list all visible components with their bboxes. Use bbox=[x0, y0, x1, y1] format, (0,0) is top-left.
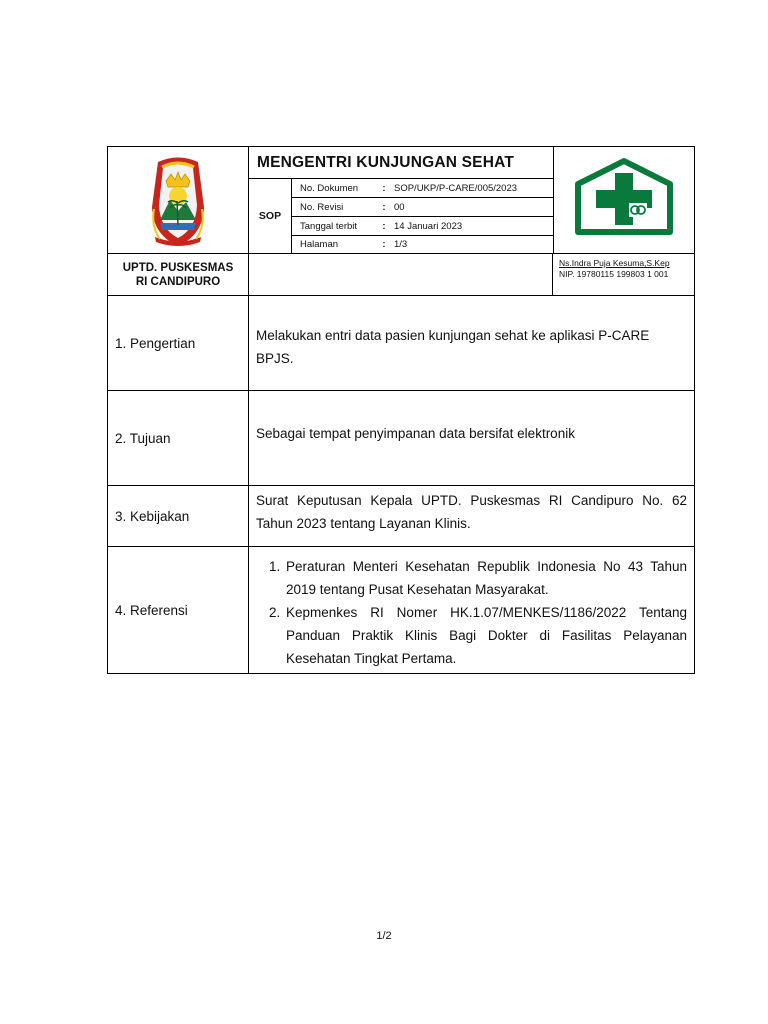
signatory-name: Ns.Indra Puja Kesuma,S.Kep bbox=[559, 258, 670, 268]
signatory-block bbox=[553, 254, 694, 296]
sop-label: SOP bbox=[249, 179, 292, 254]
meta-row-page bbox=[292, 236, 553, 254]
meta-key: No. Dokumen bbox=[300, 182, 359, 194]
document-title: MENGENTRI KUNJUNGAN SEHAT bbox=[249, 147, 553, 179]
meta-row-revision bbox=[292, 198, 553, 217]
meta-row-document-number bbox=[292, 179, 553, 198]
section-label: 3. Kebijakan bbox=[108, 486, 249, 546]
meta-key: Halaman bbox=[300, 239, 339, 250]
document-header bbox=[107, 146, 695, 296]
signatory-nip: NIP. 19780115 199803 1 001 bbox=[559, 269, 669, 279]
page-number: 1/2 bbox=[376, 930, 392, 942]
meta-value: 1/3 bbox=[394, 239, 408, 250]
regional-seal-icon bbox=[108, 147, 249, 254]
meta-value: 00 bbox=[394, 201, 405, 213]
reference-item: 1. Peraturan Menteri Kesehatan Republik Indonesia No 43 Tahun 2019 tentang Pusat Kesehatan Masyarakat. bbox=[284, 555, 687, 601]
section-tujuan bbox=[107, 391, 695, 486]
section-list-container bbox=[249, 547, 694, 673]
meta-colon: : bbox=[382, 220, 386, 232]
meta-value: 14 Januari 2023 bbox=[394, 220, 463, 232]
section-label: 1. Pengertian bbox=[108, 296, 249, 390]
health-logo-cell bbox=[553, 147, 694, 254]
regional-seal-cell bbox=[108, 147, 249, 254]
meta-colon: : bbox=[382, 239, 386, 250]
reference-list bbox=[256, 555, 687, 670]
section-text: Surat Keputusan Kepala UPTD. Puskesmas RI Candipuro No. 62 Tahun 2023 tentang Layanan Klinis. bbox=[256, 493, 687, 531]
meta-colon: : bbox=[382, 201, 386, 213]
organization-line-2: RI CANDIPURO bbox=[135, 276, 221, 288]
section-kebijakan bbox=[107, 486, 695, 547]
section-text: Sebagai tempat penyimpanan data bersifat elektronik bbox=[256, 426, 575, 441]
organization-line-1: UPTD. PUSKESMAS bbox=[122, 262, 234, 274]
section-label: 4. Referensi bbox=[108, 547, 249, 673]
meta-value: SOP/UKP/P-CARE/005/2023 bbox=[394, 182, 518, 194]
meta-colon: : bbox=[382, 182, 386, 194]
reference-item: 2. Kepmenkes RI Nomer HK.1.07/MENKES/1186/2022 Tentang Panduan Praktik Klinis Bagi Dokter di Fasilitas Pelayanan Kesehatan Tingkat Pertama. bbox=[284, 601, 687, 670]
meta-row-issue-date bbox=[292, 217, 553, 236]
meta-key: Tanggal terbit bbox=[300, 220, 358, 232]
section-text: Melakukan entri data pasien kunjungan sehat ke aplikasi P-CARE BPJS. bbox=[256, 328, 650, 366]
header-blank-cell bbox=[249, 254, 553, 296]
meta-key: No. Revisi bbox=[300, 201, 344, 213]
section-label: 2. Tujuan bbox=[108, 391, 249, 485]
health-cross-icon bbox=[554, 147, 695, 254]
section-referensi bbox=[107, 547, 695, 674]
section-pengertian bbox=[107, 296, 695, 391]
organization-name bbox=[108, 254, 249, 296]
